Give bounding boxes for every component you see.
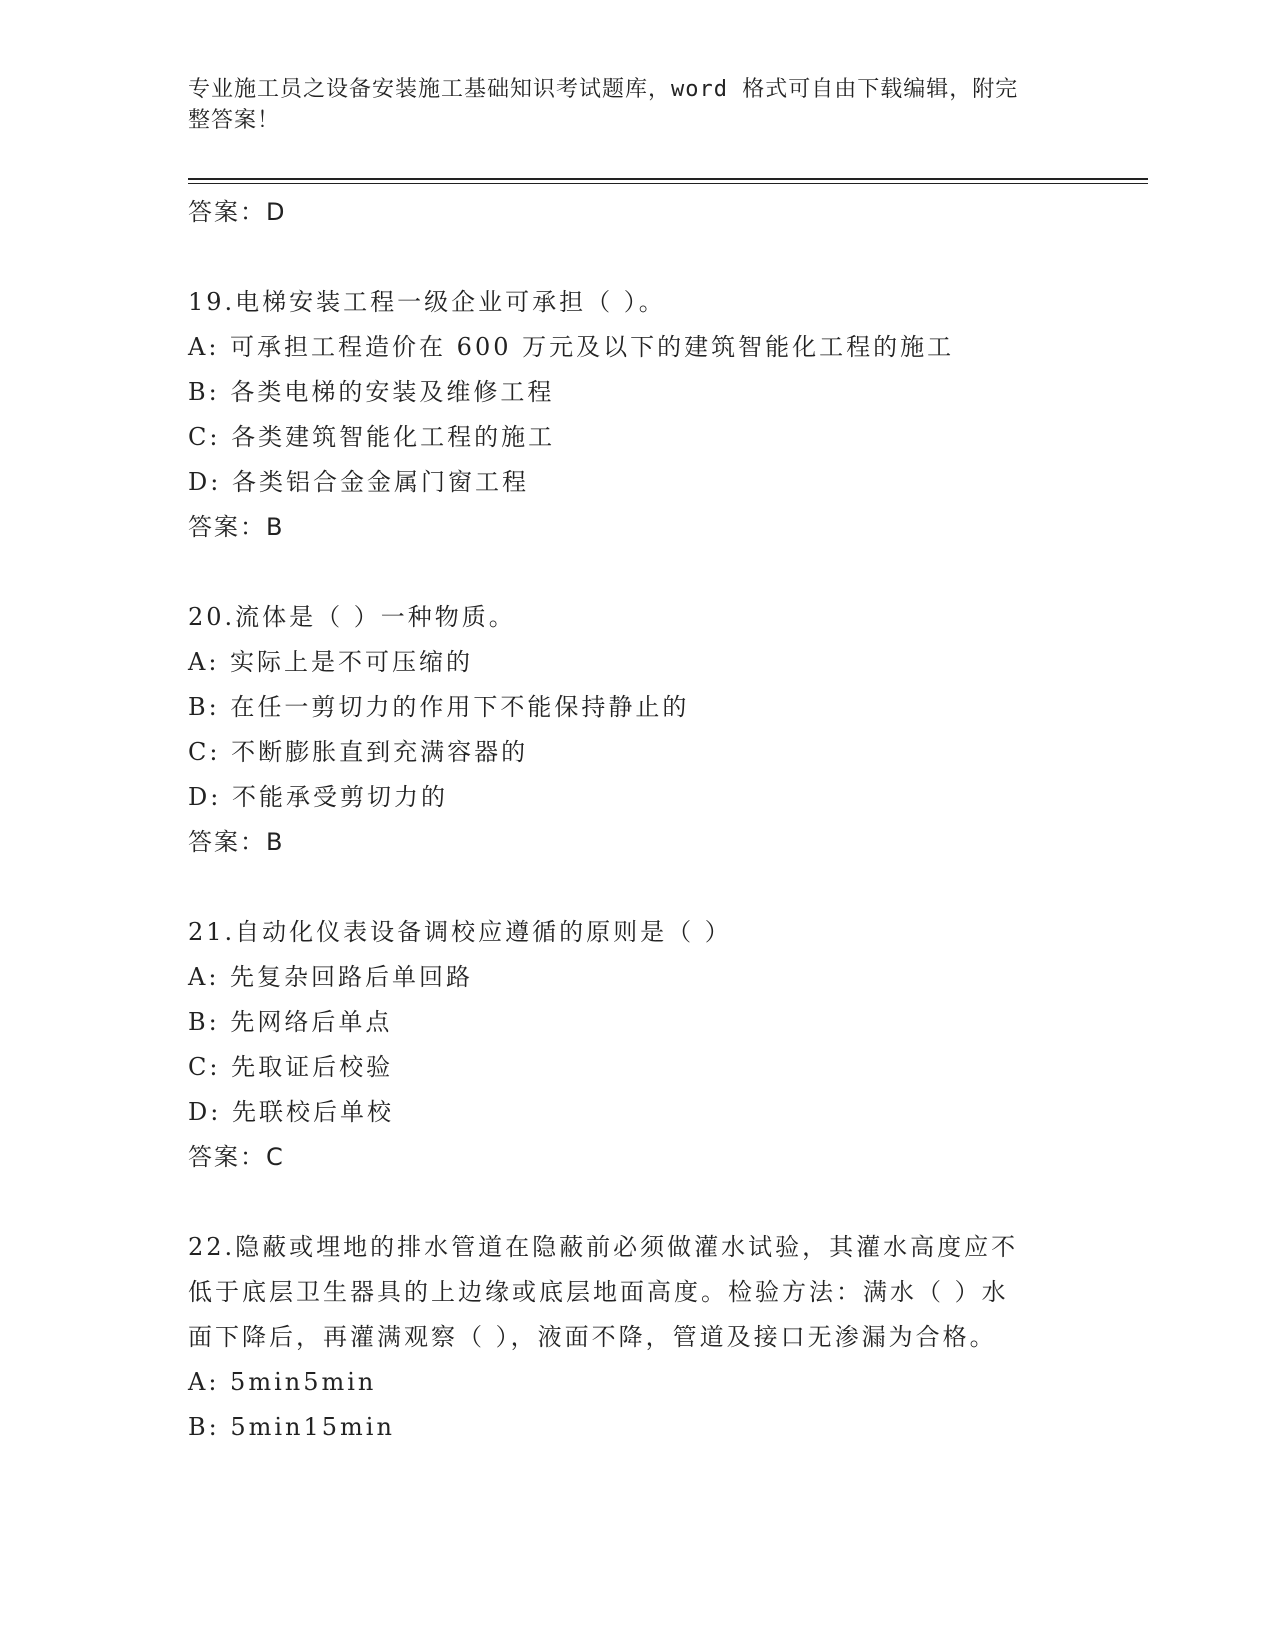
answer: 答案：C	[188, 1143, 285, 1171]
option-b: B: 在任一剪切力的作用下不能保持静止的	[188, 693, 690, 721]
header-line-1: 专业施工员之设备安装施工基础知识考试题库，word 格式可自由下载编辑，附完	[188, 77, 1019, 102]
option-a: A: 可承担工程造价在 600 万元及以下的建筑智能化工程的施工	[188, 333, 955, 361]
question-22	[188, 1225, 1088, 1450]
header-rule-thin	[188, 183, 1148, 184]
question-stem-line: 面下降后，再灌满观察（ ），液面不降，管道及接口无渗漏为合格。	[188, 1323, 997, 1351]
answer: 答案：B	[188, 828, 285, 856]
previous-answer: 答案：D	[188, 198, 287, 226]
header-line-2: 整答案！	[188, 108, 281, 133]
option-b: B: 先网络后单点	[188, 1008, 393, 1036]
spacer	[188, 865, 1088, 910]
option-a: A: 5min5min	[188, 1368, 377, 1396]
answer: 答案：B	[188, 513, 285, 541]
option-c: C: 先取证后校验	[188, 1053, 394, 1081]
question-stem-line: 低于底层卫生器具的上边缘或底层地面高度。检验方法：满水（ ）水	[188, 1278, 1009, 1306]
question-stem-line: 22.隐蔽或埋地的排水管道在隐蔽前必须做灌水试验，其灌水高度应不	[188, 1233, 1019, 1261]
option-d: D: 不能承受剪切力的	[188, 783, 448, 811]
spacer	[188, 550, 1088, 595]
question-stem: 21.自动化仪表设备调校应遵循的原则是（ ）	[188, 918, 732, 946]
spacer	[188, 1180, 1088, 1225]
option-c: C: 各类建筑智能化工程的施工	[188, 423, 556, 451]
question-20	[188, 595, 1088, 865]
question-stem: 19.电梯安装工程一级企业可承担（ ）。	[188, 288, 666, 316]
option-c: C: 不断膨胀直到充满容器的	[188, 738, 529, 766]
option-b: B: 5min15min	[188, 1413, 395, 1441]
header-rule-thick	[188, 178, 1148, 180]
question-list	[188, 190, 1088, 1450]
option-a: A: 先复杂回路后单回路	[188, 963, 474, 991]
spacer	[188, 235, 1088, 280]
question-19	[188, 280, 1088, 550]
question-stem: 20.流体是（ ）一种物质。	[188, 603, 516, 631]
document-header	[188, 74, 1068, 136]
option-a: A: 实际上是不可压缩的	[188, 648, 474, 676]
question-21	[188, 910, 1088, 1180]
option-d: D: 先联校后单校	[188, 1098, 394, 1126]
option-d: D: 各类铝合金金属门窗工程	[188, 468, 529, 496]
option-b: B: 各类电梯的安装及维修工程	[188, 378, 555, 406]
